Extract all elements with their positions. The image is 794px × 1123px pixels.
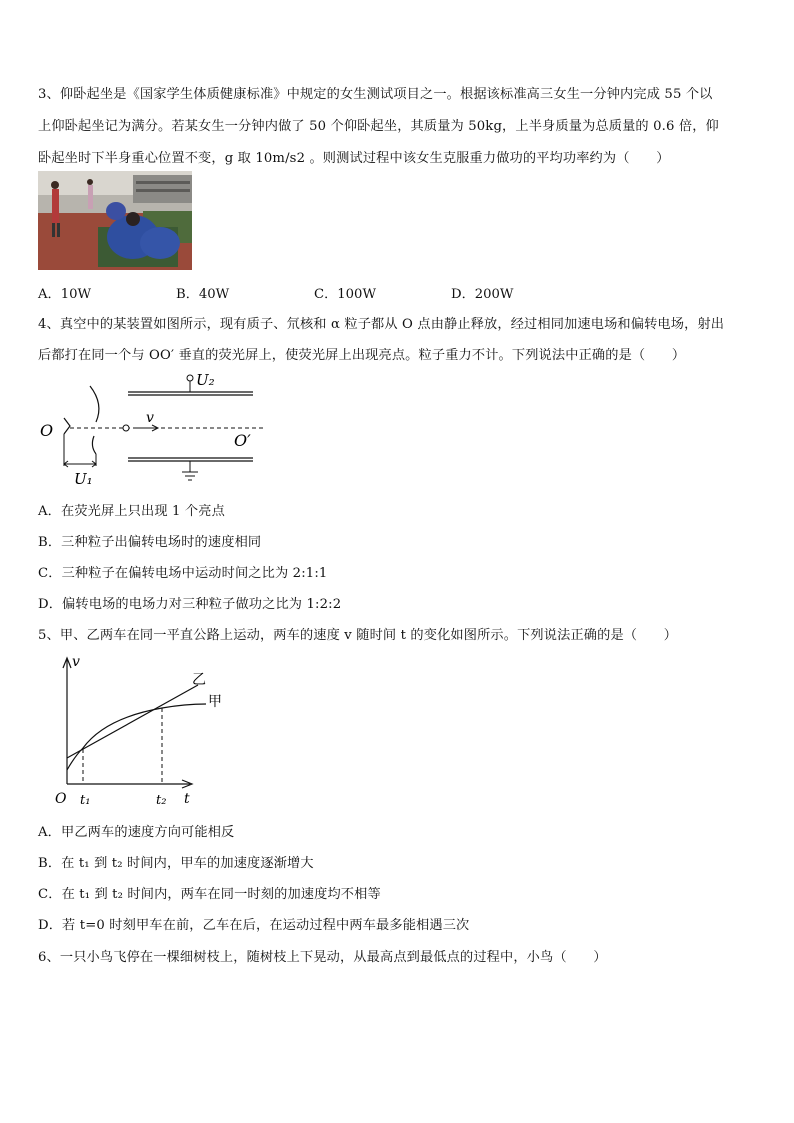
q5-option-d: D．若 t=0 时刻甲车在前，乙车在后，在运动过程中两车最多能相遇三次 [38, 918, 470, 933]
q4-line-1: 4、真空中的某装置如图所示，现有质子、氘核和 α 粒子都从 O 点由静止释放，经过相同加速电场和偏转电场，射出 [38, 317, 725, 332]
u1-label: U₁ [74, 470, 93, 488]
situp-test-photo [38, 171, 192, 270]
yi-label: 乙 [192, 672, 206, 688]
q4-option-b: B．三种粒子出偏转电场时的速度相同 [38, 535, 262, 550]
line-yi [67, 685, 198, 758]
q6-line-1: 6、一只小鸟飞停在一棵细树枝上，随树枝上下晃动，从最高点到最低点的过程中，小鸟（ ） [38, 950, 607, 965]
q5-option-a: A．甲乙两车的速度方向可能相反 [38, 825, 235, 840]
q5-option-b: B．在 t₁ 到 t₂ 时间内，甲车的加速度逐渐增大 [38, 856, 314, 871]
t-axis-label: t [184, 791, 190, 807]
o-prime-label: O′ [234, 431, 251, 450]
q5-line-1: 5、甲、乙两车在同一平直公路上运动，两车的速度 v 随时间 t 的变化如图所示。下列说法正确的是（ ） [38, 628, 678, 643]
q5-option-c: C．在 t₁ 到 t₂ 时间内，两车在同一时刻的加速度均不相等 [38, 887, 381, 902]
accelerator-deflector-figure [38, 366, 278, 490]
q3-line-1: 3、仰卧起坐是《国家学生体质健康标准》中规定的女生测试项目之一。根据该标准高三女生一分钟内完成 55 个以 [38, 87, 713, 102]
jia-label: 甲 [208, 694, 222, 710]
q4-option-d: D．偏转电场的电场力对三种粒子做功之比为 1:2:2 [38, 597, 342, 612]
u2-label: U₂ [196, 371, 215, 389]
q4-line-2: 后都打在同一个与 OO′ 垂直的荧光屏上，使荧光屏上出现亮点。粒子重力不计。下列说法中正确的是（ ） [38, 348, 686, 363]
q3-option-d: D．200W [451, 287, 514, 302]
velocity-label: v [146, 410, 154, 426]
origin-label: O [55, 791, 67, 807]
t2-label: t₂ [156, 793, 167, 808]
velocity-time-graph [50, 648, 230, 810]
curve-jia [67, 704, 206, 770]
q3-option-a: A．10W [38, 287, 92, 302]
q3-option-c: C．100W [314, 287, 377, 302]
q3-option-b: B．40W [176, 287, 230, 302]
q3-line-2: 上仰卧起坐记为满分。若某女生一分钟内做了 50 个仰卧起坐，其质量为 50kg，上半身质量为总质量的 0.6 倍，仰 [38, 119, 719, 134]
q4-option-a: A．在荧光屏上只出现 1 个亮点 [38, 504, 225, 519]
q4-option-c: C．三种粒子在偏转电场中运动时间之比为 2:1:1 [38, 566, 328, 581]
v-axis-label: v [72, 654, 80, 670]
q3-line-3: 卧起坐时下半身重心位置不变，g 取 10m/s2 。则测试过程中该女生克服重力做功的平均功率约为（ ） [38, 151, 670, 166]
t1-label: t₁ [80, 793, 91, 808]
o-point-label: O [40, 421, 54, 440]
